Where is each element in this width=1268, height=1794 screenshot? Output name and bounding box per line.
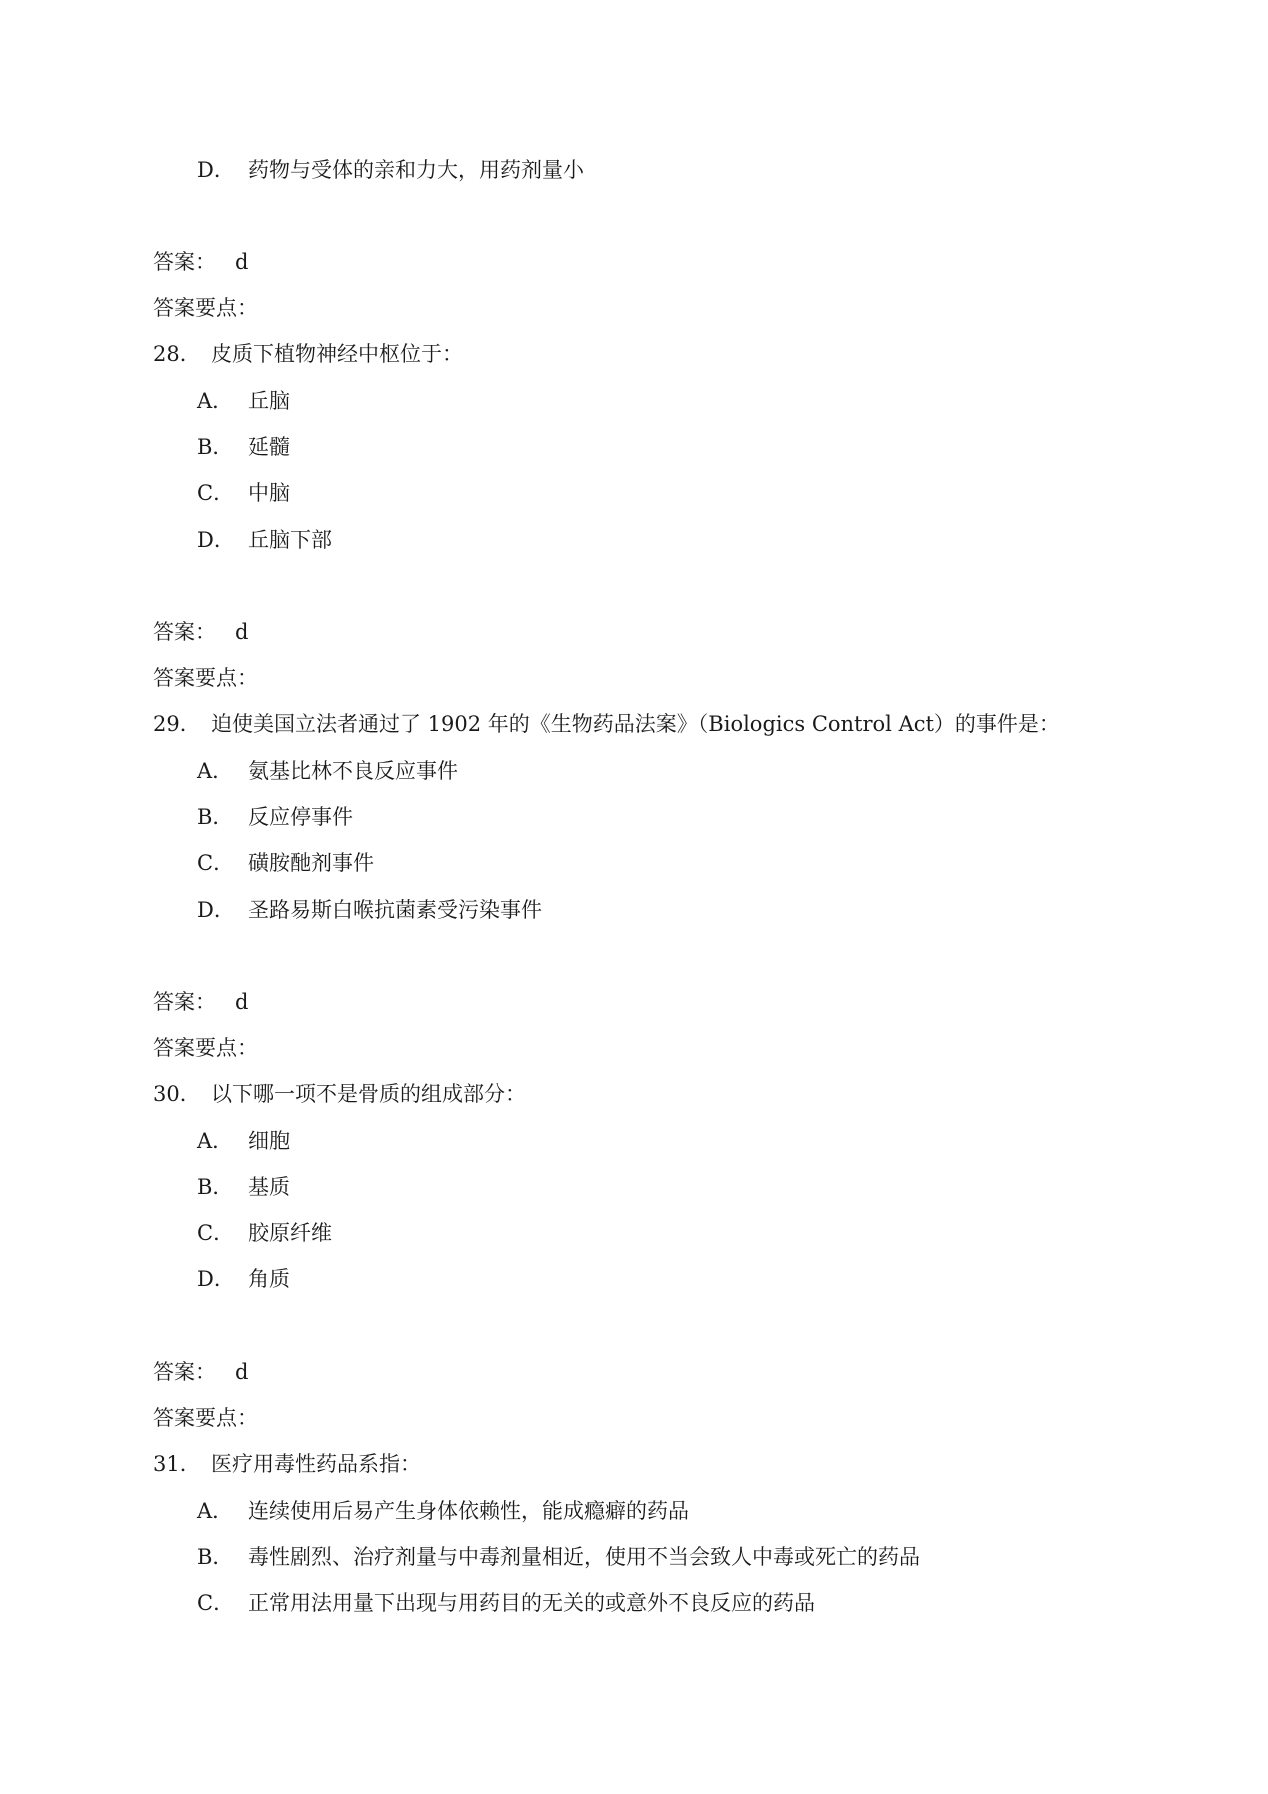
option-item [197,1588,815,1618]
option-item [197,386,290,416]
answer-value: d [235,620,249,644]
option-letter: D． [197,898,235,922]
question-number: 28． [153,342,201,366]
key-points-label: 答案要点： [153,1406,258,1430]
answer-line [153,617,248,647]
option-letter: A． [197,1129,234,1153]
answer-line [153,247,248,277]
key-points-label: 答案要点： [153,1036,258,1060]
option-letter: C． [197,1591,235,1615]
key-points-label: 答案要点： [153,666,258,690]
answer-line [153,1357,248,1387]
question-text: 皮质下植物神经中枢位于： [211,342,463,366]
question-number: 30． [153,1082,201,1106]
question-stem [153,1449,421,1479]
option-text: 丘脑下部 [248,528,332,552]
answer-label: 答案： [153,1360,216,1384]
option-text: 氨基比林不良反应事件 [248,759,458,783]
option-text: 丘脑 [248,389,290,413]
option-text: 毒性剧烈、治疗剂量与中毒剂量相近，使用不当会致人中毒或死亡的药品 [248,1545,920,1569]
answer-label: 答案： [153,250,216,274]
option-letter: C． [197,851,235,875]
option-letter: A． [197,759,234,783]
option-letter: C． [197,1221,235,1245]
answer-line [153,987,248,1017]
question-text: 医疗用毒性药品系指： [211,1452,421,1476]
option-letter: D． [197,528,235,552]
answer-label: 答案： [153,620,216,644]
answer-value: d [235,990,249,1014]
option-letter: B． [197,805,234,829]
option-letter: B． [197,1175,234,1199]
option-text: 正常用法用量下出现与用药目的无关的或意外不良反应的药品 [248,1591,815,1615]
question-stem [153,339,463,369]
option-letter: A． [197,1499,234,1523]
option-text: 磺胺酏剂事件 [248,851,374,875]
option-letter: C． [197,481,235,505]
option-item [197,1542,920,1572]
question-number: 31． [153,1452,201,1476]
option-letter: A． [197,389,234,413]
option-item [197,478,290,508]
option-letter: D． [197,158,235,182]
option-item [197,1264,290,1294]
option-item [197,1172,290,1202]
answer-label: 答案： [153,990,216,1014]
answer-value: d [235,250,249,274]
option-item [197,1218,332,1248]
option-text: 圣路易斯白喉抗菌素受污染事件 [248,898,542,922]
option-item [197,1126,290,1156]
option-text: 胶原纤维 [248,1221,332,1245]
option-letter: B． [197,1545,234,1569]
option-letter: D． [197,1267,235,1291]
option-text: 基质 [248,1175,290,1199]
option-item [197,756,458,786]
option-text: 细胞 [248,1129,290,1153]
answer-value: d [235,1360,249,1384]
question-text: 以下哪一项不是骨质的组成部分： [211,1082,526,1106]
question-stem [153,709,1060,739]
option-text: 连续使用后易产生身体依赖性，能成瘾癖的药品 [248,1499,689,1523]
option-item [197,1496,689,1526]
option-letter: B． [197,435,234,459]
option-item [197,848,374,878]
question-stem [153,1079,526,1109]
question-text: 迫使美国立法者通过了 1902 年的《生物药品法案》（Biologics Control Act）的事件是： [211,712,1060,736]
option-item [197,525,332,555]
option-item [197,155,584,185]
option-item [197,432,290,462]
option-text: 药物与受体的亲和力大，用药剂量小 [248,158,584,182]
question-number: 29． [153,712,201,736]
option-item [197,802,353,832]
option-text: 中脑 [248,481,290,505]
option-item [197,895,542,925]
option-text: 延髓 [248,435,290,459]
option-text: 反应停事件 [248,805,353,829]
key-points-label: 答案要点： [153,296,258,320]
option-text: 角质 [248,1267,290,1291]
